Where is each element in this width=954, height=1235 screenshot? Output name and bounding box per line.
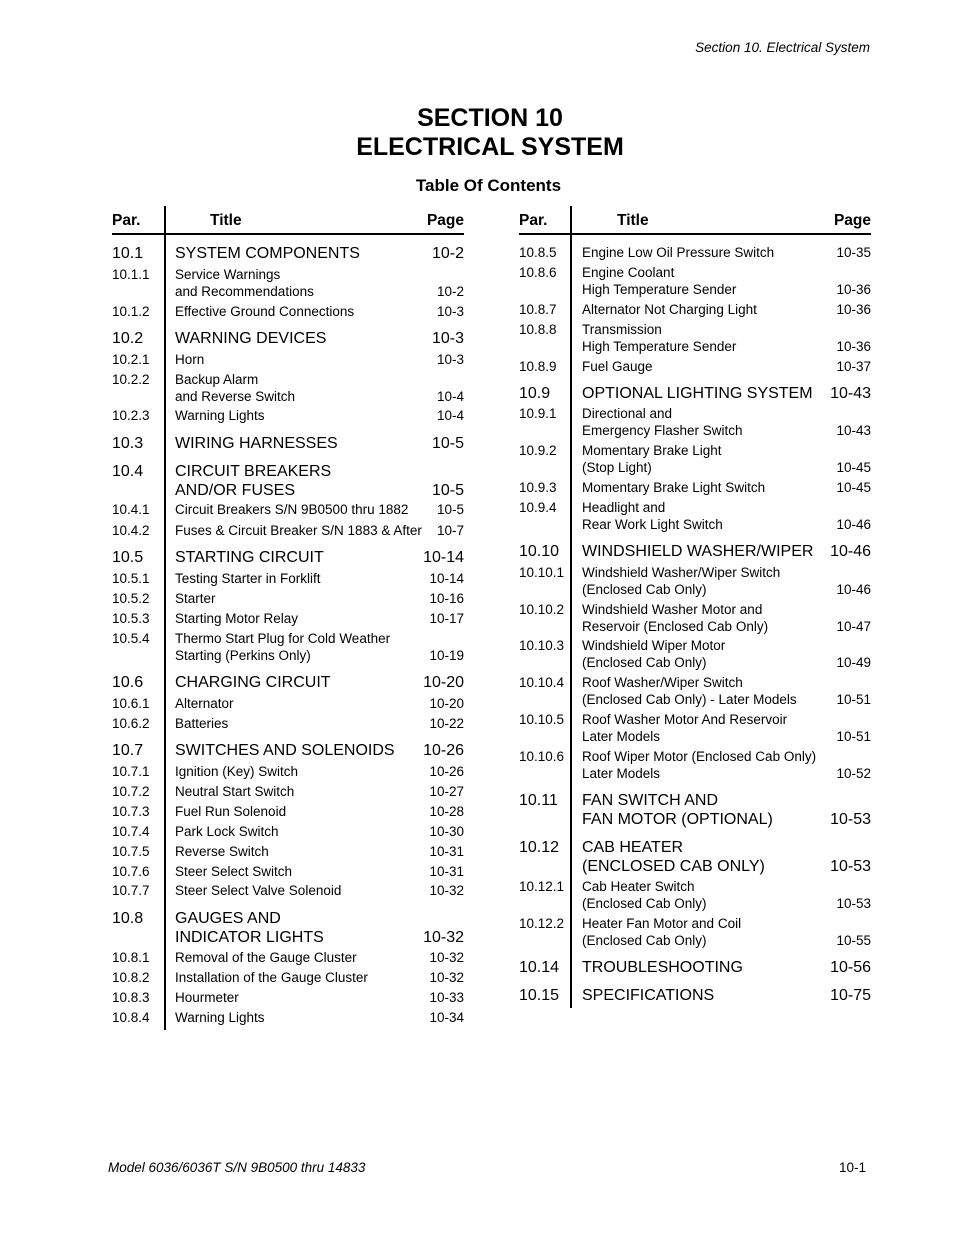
toc-entry-title-line: Steer Select Valve Solenoid [175,883,342,898]
toc-entry-title [582,748,816,782]
toc-entry-number: 10.14 [519,959,560,976]
toc-entry-title-line: Batteries [175,716,229,731]
toc-entry-page: 10-32 [429,970,464,985]
toc-entry-title-line: Momentary Brake Light Switch [582,480,766,495]
toc-entry-title-line: GAUGES AND [175,910,281,927]
toc-entry-number: 10.9.4 [519,500,557,515]
toc-entry-title-line: Starting (Perkins Only) [175,648,311,663]
toc-entry-title [175,303,354,320]
toc-entry-number: 10.6.1 [112,696,150,711]
toc-entry-title [175,763,298,780]
toc-entry-page: 10-46 [836,582,871,597]
toc-entry-title-line: Fuel Gauge [582,359,653,374]
toc-entry-title-line: Installation of the Gauge Cluster [175,970,368,985]
toc-entry-page: 10-7 [436,523,464,538]
toc-entry-number: 10.1.1 [112,267,150,282]
toc-entry-number: 10.5.2 [112,591,150,606]
toc-entry-number: 10.10.6 [519,749,565,764]
toc-entry-page: 10-56 [830,959,871,976]
toc-entry-number: 10.12.1 [519,879,565,894]
toc-entry-page: 10-27 [429,784,464,799]
toc-entry-page: 10-33 [429,990,464,1005]
toc-entry-title [582,915,741,949]
toc-entry-title [175,548,324,567]
toc-entry-page: 10-49 [836,655,871,670]
toc-entry-title [582,637,725,671]
toc-entry-number: 10.8.2 [112,970,150,985]
toc-entry-title [582,601,768,635]
toc-entry-title [175,803,286,820]
toc-entry-number: 10.12.2 [519,916,565,931]
toc-entry-page: 10-47 [836,619,871,634]
toc-entry-title [175,407,265,424]
toc-entry-title [582,321,736,355]
toc-entry-title-line: FAN MOTOR (OPTIONAL) [582,811,773,828]
toc-entry-title-line: Circuit Breakers S/N 9B0500 thru 1882 [175,502,409,517]
toc-entry-page: 10-36 [836,282,871,297]
toc-entry-page: 10-53 [830,811,871,828]
toc-entry-title-line: Headlight and [582,500,666,515]
toc-entry-number: 10.10.1 [519,565,565,580]
toc-entry-title-line: and Recommendations [175,284,314,299]
toc-entry-title-line: Transmission [582,322,662,337]
toc-entry-title-line: High Temperature Sender [582,339,737,354]
toc-entry-title [582,791,773,829]
toc-entry-number: 10.10 [519,543,560,560]
toc-entry-number: 10.1.2 [112,304,150,319]
toc-entry-title-line: Engine Low Oil Pressure Switch [582,245,775,260]
toc-entry-number: 10.10.3 [519,638,565,653]
toc-entry-title [175,522,422,539]
toc-entry-title-line: (Stop Light) [582,460,652,475]
toc-entry-title [582,358,653,375]
section-title-line2: ELECTRICAL SYSTEM [356,133,624,161]
toc-entry-title [175,610,298,627]
toc-entry-number: 10.2 [112,330,144,347]
toc-entry-number: 10.9.2 [519,443,557,458]
toc-entry-title-line: (Enclosed Cab Only) [582,896,707,911]
toc-entry-number: 10.7.7 [112,883,150,898]
toc-entry-number: 10.7.6 [112,864,150,879]
section-title [0,104,954,162]
toc-entry-number: 10.1 [112,245,144,262]
toc-entry-number: 10.6 [112,674,144,691]
toc-entry-title-line: OPTIONAL LIGHTING SYSTEM [582,385,813,402]
toc-entry-title [582,479,765,496]
toc-entry-title-line: Roof Wiper Motor (Enclosed Cab Only) [582,749,817,764]
toc-entry-number: 10.15 [519,987,560,1004]
toc-entry-title [582,878,707,912]
toc-entry-title-line: Service Warnings [175,267,281,282]
toc-entry-title-line: TROUBLESHOOTING [582,959,743,976]
page-header: Page [833,212,871,229]
toc-entry-page: 10-16 [429,591,464,606]
column-divider [570,206,572,1008]
toc-entry-title-line: Emergency Flasher Switch [582,423,743,438]
section-title-line1: SECTION 10 [417,104,563,132]
toc-entry-title-line: AND/OR FUSES [175,482,296,499]
toc-column-right [519,206,871,1004]
toc-entry-page: 10-26 [429,764,464,779]
toc-entry-page: 10-30 [429,824,464,839]
toc-entry-title [582,564,780,598]
toc-entry-title-line: Heater Fan Motor and Coil [582,916,742,931]
toc-entry-page: 10-5 [431,482,464,499]
toc-entry-page: 10-46 [830,543,871,560]
toc-entry-number: 10.8.5 [519,245,557,260]
toc-entry-title-line: INDICATOR LIGHTS [175,929,324,946]
toc-entry-title-line: Hourmeter [175,990,239,1005]
toc-entry-title-line: Roof Washer/Wiper Switch [582,675,743,690]
footer-model: Model 6036/6036T S/N 9B0500 thru 14833 [108,1160,366,1175]
running-head: Section 10. Electrical System [695,40,870,55]
page-header: Page [426,212,464,229]
toc-entry-number: 10.10.4 [519,675,565,690]
toc-entry-title-line: Fuses & Circuit Breaker S/N 1883 & After [175,523,422,538]
toc-entry-page: 10-35 [836,245,871,260]
toc-entry-title-line: Fuel Run Solenoid [175,804,287,819]
toc-entry-title [175,949,357,966]
toc-entry-number: 10.9.3 [519,480,557,495]
toc-column-left [112,206,464,1025]
toc-entry-title [175,843,269,860]
toc-entry-title-line: (Enclosed Cab Only) - Later Models [582,692,797,707]
toc-entry-number: 10.8.9 [519,359,557,374]
toc-entry-title [582,244,774,261]
toc-entry-title [582,986,714,1005]
toc-entry-number: 10.7.1 [112,764,150,779]
toc-entry-number: 10.4 [112,463,144,480]
toc-entry-number: 10.8.8 [519,322,557,337]
toc-entry-page: 10-3 [436,304,464,319]
toc-entry-page: 10-52 [836,766,871,781]
toc-entry-title-line: CIRCUIT BREAKERS [175,463,332,480]
toc-entry-title-line: Roof Washer Motor And Reservoir [582,712,788,727]
toc-entry-title [175,434,338,453]
toc-entry-page: 10-45 [836,480,871,495]
toc-entry-page: 10-53 [836,896,871,911]
toc-entry-title-line: High Temperature Sender [582,282,737,297]
toc-entry-title [175,741,395,760]
toc-entry-title [175,673,331,692]
toc-entry-title-line: Cab Heater Switch [582,879,695,894]
toc-entry-title-line: Park Lock Switch [175,824,279,839]
toc-entry-title [175,989,239,1006]
toc-entry-page: 10-53 [830,858,871,875]
toc-entry-title-line: Later Models [582,766,661,781]
toc-entry-number: 10.8.6 [519,265,557,280]
toc-entry-title [175,909,324,947]
toc-entry-title-line: SPECIFICATIONS [582,987,715,1004]
toc-entry-title [582,958,743,977]
toc-entry-title [175,244,360,263]
toc-entry-number: 10.8.4 [112,1010,150,1025]
toc-entry-number: 10.8 [112,910,144,927]
column-divider [164,206,166,1030]
toc-entry-title-line: WIRING HARNESSES [175,435,338,452]
toc-entry-title-line: Thermo Start Plug for Cold Weather [175,631,391,646]
toc-entry-title-line: Rear Work Light Switch [582,517,723,532]
toc-entry-title-line: Windshield Washer Motor and [582,602,763,617]
toc-entry-number: 10.7.2 [112,784,150,799]
toc-entry-page: 10-36 [836,339,871,354]
toc-entry-title-line: Removal of the Gauge Cluster [175,950,357,965]
toc-entry-title-line: Starting Motor Relay [175,611,299,626]
toc-entry-title [582,711,787,745]
par-header: Par. [112,212,141,229]
toc-entry-title-line: Horn [175,352,205,367]
toc-entry-page: 10-5 [431,435,464,452]
toc-entry-page: 10-34 [429,1010,464,1025]
title-header: Title [617,212,649,229]
toc-entry-page: 10-43 [836,423,871,438]
toc-entry-page: 10-45 [836,460,871,475]
toc-entry-title-line: Reservoir (Enclosed Cab Only) [582,619,769,634]
toc-entry-number: 10.11 [519,792,558,809]
toc-entry-title [175,783,294,800]
toc-entry-page: 10-28 [429,804,464,819]
toc-entry-page: 10-17 [429,611,464,626]
toc-entry-number: 10.8.7 [519,302,557,317]
toc-entry-number: 10.7.5 [112,844,150,859]
toc-entry-page: 10-51 [836,692,871,707]
toc-entry-title [175,969,368,986]
toc-entry-page: 10-2 [436,284,464,299]
toc-entry-number: 10.7.3 [112,804,150,819]
toc-entry-page: 10-2 [431,245,464,262]
toc-entry-title-line: Windshield Wiper Motor [582,638,726,653]
toc-entry-title [175,590,216,607]
toc-entry-title-line: and Reverse Switch [175,389,296,404]
toc-entry-number: 10.5.1 [112,571,150,586]
toc-entry-page: 10-20 [429,696,464,711]
toc-entry-number: 10.9 [519,385,551,402]
toc-entry-page: 10-3 [436,352,464,367]
toc-entry-title-line: WARNING DEVICES [175,330,327,347]
toc-entry-number: 10.8.3 [112,990,150,1005]
toc-entry-title-line: (Enclosed Cab Only) [582,933,707,948]
toc-entry-number: 10.8.1 [112,950,150,965]
toc-entry-page: 10-37 [836,359,871,374]
toc-entry-number: 10.7.4 [112,824,150,839]
toc-entry-number: 10.10.2 [519,602,565,617]
toc-entry-title-line: WINDSHIELD WASHER/WIPER [582,543,814,560]
toc-entry-number: 10.5 [112,549,144,566]
toc-entry-title-line: Windshield Washer/Wiper Switch [582,565,781,580]
toc-entry-number: 10.12 [519,839,560,856]
toc-entry-title-line: Neutral Start Switch [175,784,295,799]
toc-entry-title [175,351,204,368]
toc-entry-title-line: Effective Ground Connections [175,304,355,319]
toc-entry-page: 10-14 [423,549,464,566]
toc-entry-page: 10-32 [423,929,464,946]
toc-entry-title [175,371,295,405]
toc-entry-title-line: Warning Lights [175,408,265,423]
toc-entry-number: 10.9.1 [519,406,557,421]
toc-entry-page: 10-26 [423,742,464,759]
toc-entry-page: 10-5 [436,502,464,517]
toc-entry-title [582,838,765,876]
toc-entry-page: 10-32 [429,950,464,965]
toc-entry-number: 10.2.3 [112,408,150,423]
toc-entry-title-line: CHARGING CIRCUIT [175,674,331,691]
toc-entry-title-line: Alternator Not Charging Light [582,302,757,317]
toc-entry-number: 10.4.2 [112,523,150,538]
toc-entry-title [582,301,757,318]
toc-entry-title [175,501,408,518]
toc-entry-title-line: FAN SWITCH AND [582,792,719,809]
toc-entry-title [582,674,797,708]
toc-entry-page: 10-20 [423,674,464,691]
toc-entry-number: 10.2.1 [112,352,150,367]
toc-entry-title [175,462,331,500]
toc-entry-title [582,442,722,476]
toc-entry-title [175,570,321,587]
toc-entry-title-line: Testing Starter in Forklift [175,571,321,586]
toc-entry-page: 10-14 [429,571,464,586]
toc-entry-title-line: Later Models [582,729,661,744]
toc-entry-title-line: Starter [175,591,216,606]
toc-entry-title-line: (ENCLOSED CAB ONLY) [582,858,765,875]
title-header: Title [210,212,242,229]
toc-entry-title [175,630,390,664]
toc-entry-title-line: Warning Lights [175,1010,265,1025]
toc-entry-number: 10.7 [112,742,144,759]
toc-entry-page: 10-43 [830,385,871,402]
toc-entry-page: 10-4 [436,389,464,404]
toc-entry-title-line: Reverse Switch [175,844,269,859]
par-header: Par. [519,212,548,229]
toc-entry-title [582,264,736,298]
toc-entry-page: 10-31 [429,844,464,859]
toc-entry-page: 10-46 [836,517,871,532]
toc-entry-title [175,882,341,899]
toc-heading: Table Of Contents [415,176,562,195]
toc-entry-title-line: Backup Alarm [175,372,259,387]
toc-entry-page: 10-3 [431,330,464,347]
toc-entry-title-line: (Enclosed Cab Only) [582,655,707,670]
toc-entry-title [175,695,234,712]
toc-header [112,206,464,235]
toc-entry-page: 10-22 [429,716,464,731]
toc-entry-number: 10.10.5 [519,712,565,727]
toc-entry-page: 10-4 [436,408,464,423]
toc-entry-page: 10-36 [836,302,871,317]
toc-entry-title [175,266,314,300]
footer-page-number: 10-1 [838,1160,866,1175]
toc-entry-title-line: Directional and [582,406,673,421]
toc-entry-title-line: Ignition (Key) Switch [175,764,299,779]
toc-entry-number: 10.5.3 [112,611,150,626]
toc-entry-title [582,405,743,439]
toc-entry-number: 10.2.2 [112,372,150,387]
toc-entry-page: 10-75 [830,987,871,1004]
toc-entry-title [175,1009,265,1026]
toc-entry-title-line: Alternator [175,696,234,711]
toc-entry-number: 10.3 [112,435,144,452]
toc-entry-title-line: Engine Coolant [582,265,675,280]
toc-entry-number: 10.6.2 [112,716,150,731]
toc-entry-number: 10.4.1 [112,502,150,517]
toc-entry-title [582,542,813,561]
toc-entry-title [175,863,292,880]
toc-entry-page: 10-55 [836,933,871,948]
toc-entry-title-line: (Enclosed Cab Only) [582,582,707,597]
toc-entry-title [582,499,723,533]
toc-entry-page: 10-19 [429,648,464,663]
toc-entry-title [175,823,279,840]
toc-entry-title-line: CAB HEATER [582,839,684,856]
toc-entry-page: 10-51 [836,729,871,744]
toc-entry-title-line: Momentary Brake Light [582,443,722,458]
toc-entry-page: 10-31 [429,864,464,879]
toc-entry-title [175,715,228,732]
toc-entry-title-line: Steer Select Switch [175,864,293,879]
toc-entry-title-line: SYSTEM COMPONENTS [175,245,360,262]
toc-entry-page: 10-32 [429,883,464,898]
toc-header [519,206,871,235]
toc-entry-title-line: STARTING CIRCUIT [175,549,324,566]
toc-entry-number: 10.5.4 [112,631,150,646]
toc-entry-title-line: SWITCHES AND SOLENOIDS [175,742,395,759]
toc-entry-title [582,384,813,403]
toc-entry-title [175,329,326,348]
